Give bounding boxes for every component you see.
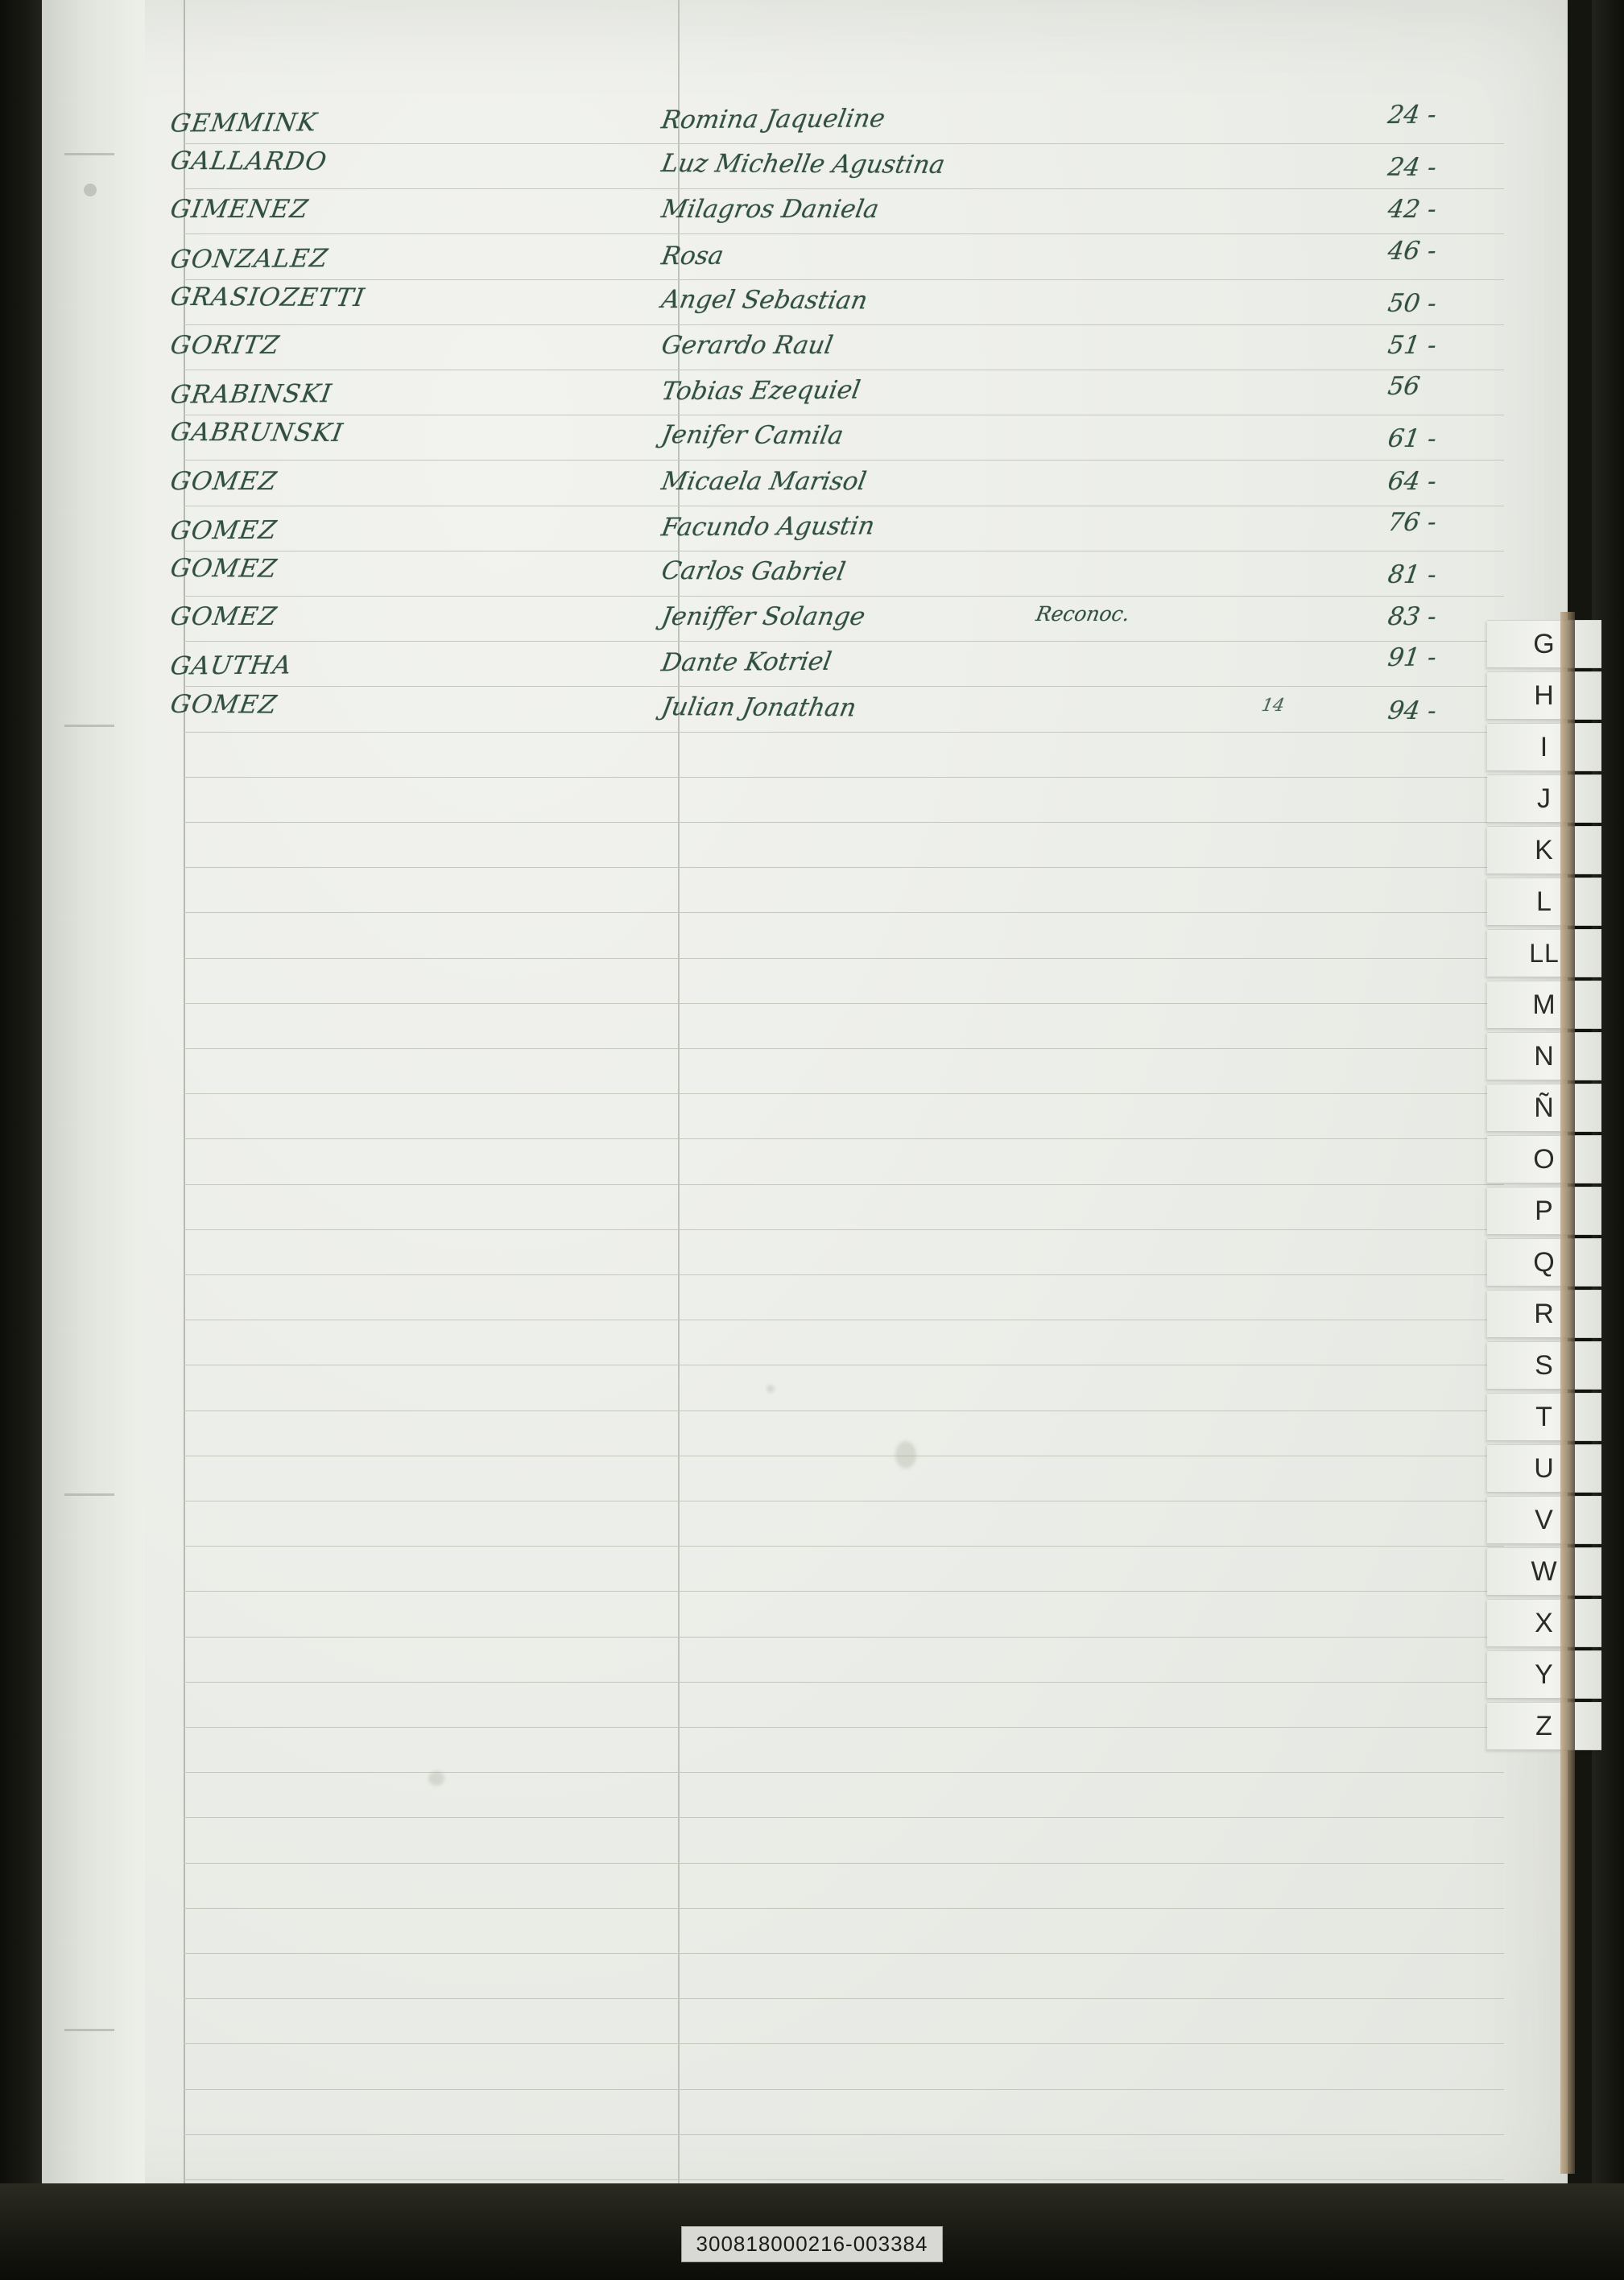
index-tab-w[interactable] (1487, 1547, 1601, 1596)
index-tab-label: R (1534, 1298, 1555, 1329)
page-smudge (428, 1771, 444, 1786)
entry-note: Reconoc. (1034, 602, 1132, 626)
entry-number: 24 - (1386, 152, 1439, 183)
index-tab-label: V (1535, 1504, 1554, 1535)
entry-surname: GRASIOZETTI (168, 282, 367, 313)
index-tab-z[interactable] (1487, 1702, 1601, 1750)
entry-surname: GOMEZ (168, 515, 279, 546)
entry-surname: GEMMINK (168, 108, 320, 138)
entry-given-name: Angel Sebastian (659, 285, 870, 316)
entry-row (42, 146, 1568, 199)
index-tab-y[interactable] (1487, 1650, 1601, 1699)
entry-surname: GIMENEZ (168, 195, 311, 224)
index-tab-label: Z (1535, 1710, 1553, 1741)
index-tab-t[interactable] (1487, 1393, 1601, 1441)
entry-given-name: Romina Jaqueline (659, 104, 887, 135)
index-tab-n[interactable] (1487, 1032, 1601, 1080)
index-tab-g[interactable] (1487, 620, 1601, 668)
entry-row (42, 602, 1568, 647)
entry-given-name: Luz Michelle Agustina (659, 149, 948, 180)
entry-given-name: Carlos Gabriel (659, 556, 848, 587)
ledger-page (42, 0, 1568, 2222)
index-tab-u[interactable] (1487, 1444, 1601, 1493)
index-tab-label: T (1535, 1401, 1553, 1432)
entry-surname: GOMEZ (168, 689, 280, 720)
index-tab-m[interactable] (1487, 981, 1601, 1029)
index-tab-label: LL (1529, 938, 1560, 968)
index-tab-o[interactable] (1487, 1135, 1601, 1183)
entry-given-name: Facundo Agustin (659, 511, 877, 543)
entry-row (42, 689, 1568, 742)
entry-surname: GABRUNSKI (168, 417, 345, 448)
entry-given-name: Tobias Ezequiel (659, 375, 863, 407)
index-tab-label: G (1533, 628, 1556, 659)
index-tab-label: N (1534, 1040, 1555, 1072)
index-tab-label: Q (1533, 1246, 1556, 1278)
entry-number: 56 (1386, 371, 1422, 401)
index-tab-label: P (1535, 1195, 1554, 1226)
index-tab-label: W (1531, 1555, 1558, 1587)
entry-given-name: Jenifer Camila (659, 420, 846, 451)
entry-surname: GONZALEZ (168, 244, 331, 275)
page-smudge (767, 1385, 775, 1393)
index-tab-ñ[interactable] (1487, 1084, 1601, 1132)
index-tab-label: S (1535, 1349, 1554, 1381)
index-tab-label: K (1535, 834, 1554, 865)
entry-number: 64 - (1386, 467, 1439, 496)
entry-surname: GRABINSKI (168, 379, 334, 410)
entry-number: 51 - (1386, 331, 1439, 360)
entry-number: 46 - (1386, 236, 1439, 266)
entry-row (42, 282, 1568, 335)
entry-number: 83 - (1386, 602, 1439, 631)
entry-number: 81 - (1386, 560, 1439, 590)
entry-number: 91 - (1386, 642, 1439, 672)
index-tab-label: L (1536, 886, 1552, 917)
entry-surname: GALLARDO (168, 146, 329, 176)
entry-row (42, 642, 1568, 697)
index-tab-label: I (1539, 731, 1549, 762)
index-tab-label: X (1535, 1607, 1554, 1638)
index-tab-p[interactable] (1487, 1187, 1601, 1235)
entry-surname: GOMEZ (168, 467, 279, 496)
index-tab-j[interactable] (1487, 774, 1601, 823)
entry-surname: GORITZ (168, 331, 283, 360)
page-smudge (895, 1441, 916, 1468)
entry-list (42, 0, 1568, 2222)
entry-secondary-number: 14 (1259, 695, 1287, 717)
entry-surname: GOMEZ (168, 602, 279, 631)
entry-number: 42 - (1386, 195, 1439, 224)
entry-surname: GOMEZ (168, 553, 280, 584)
index-tab-l[interactable] (1487, 878, 1601, 926)
entry-row (42, 331, 1568, 376)
index-tab-label: J (1537, 783, 1552, 814)
entry-number: 24 - (1386, 100, 1439, 130)
entry-given-name: Jeniffer Solange (659, 602, 868, 631)
index-tab-q[interactable] (1487, 1238, 1601, 1287)
entry-row (42, 467, 1568, 512)
entry-row (42, 553, 1568, 606)
entry-given-name: Micaela Marisol (659, 467, 869, 496)
index-tab-v[interactable] (1487, 1496, 1601, 1544)
index-tab-label: M (1532, 989, 1556, 1020)
entry-given-name: Gerardo Raul (659, 331, 836, 360)
index-tab-r[interactable] (1487, 1290, 1601, 1338)
entry-given-name: Julian Jonathan (659, 692, 859, 723)
index-tab-h[interactable] (1487, 671, 1601, 720)
index-tab-x[interactable] (1487, 1599, 1601, 1647)
index-tab-label: Y (1535, 1658, 1554, 1690)
entry-number: 76 - (1386, 507, 1439, 537)
entry-number: 61 - (1386, 423, 1439, 454)
entry-row (42, 417, 1568, 470)
index-tab-s[interactable] (1487, 1341, 1601, 1390)
index-tab-label: Ñ (1534, 1092, 1555, 1123)
entry-surname: GAUTHA (168, 651, 295, 681)
index-tab-label: O (1533, 1143, 1556, 1175)
archive-id-label: 300818000216-003384 (681, 2226, 944, 2262)
page-block-edge (1560, 612, 1575, 2174)
entry-given-name: Dante Kotriel (659, 646, 834, 678)
entry-number: 50 - (1386, 288, 1439, 319)
index-tab-i[interactable] (1487, 723, 1601, 771)
index-tab-label: U (1534, 1452, 1555, 1484)
entry-given-name: Milagros Daniela (659, 195, 882, 224)
index-tab-k[interactable] (1487, 826, 1601, 874)
entry-number: 94 - (1386, 696, 1439, 726)
index-tab-ll[interactable] (1487, 929, 1601, 977)
entry-given-name: Rosa (659, 241, 726, 271)
alphabet-index-tabs[interactable] (1487, 620, 1608, 1753)
entry-row (42, 195, 1568, 240)
index-tab-label: H (1534, 679, 1555, 711)
